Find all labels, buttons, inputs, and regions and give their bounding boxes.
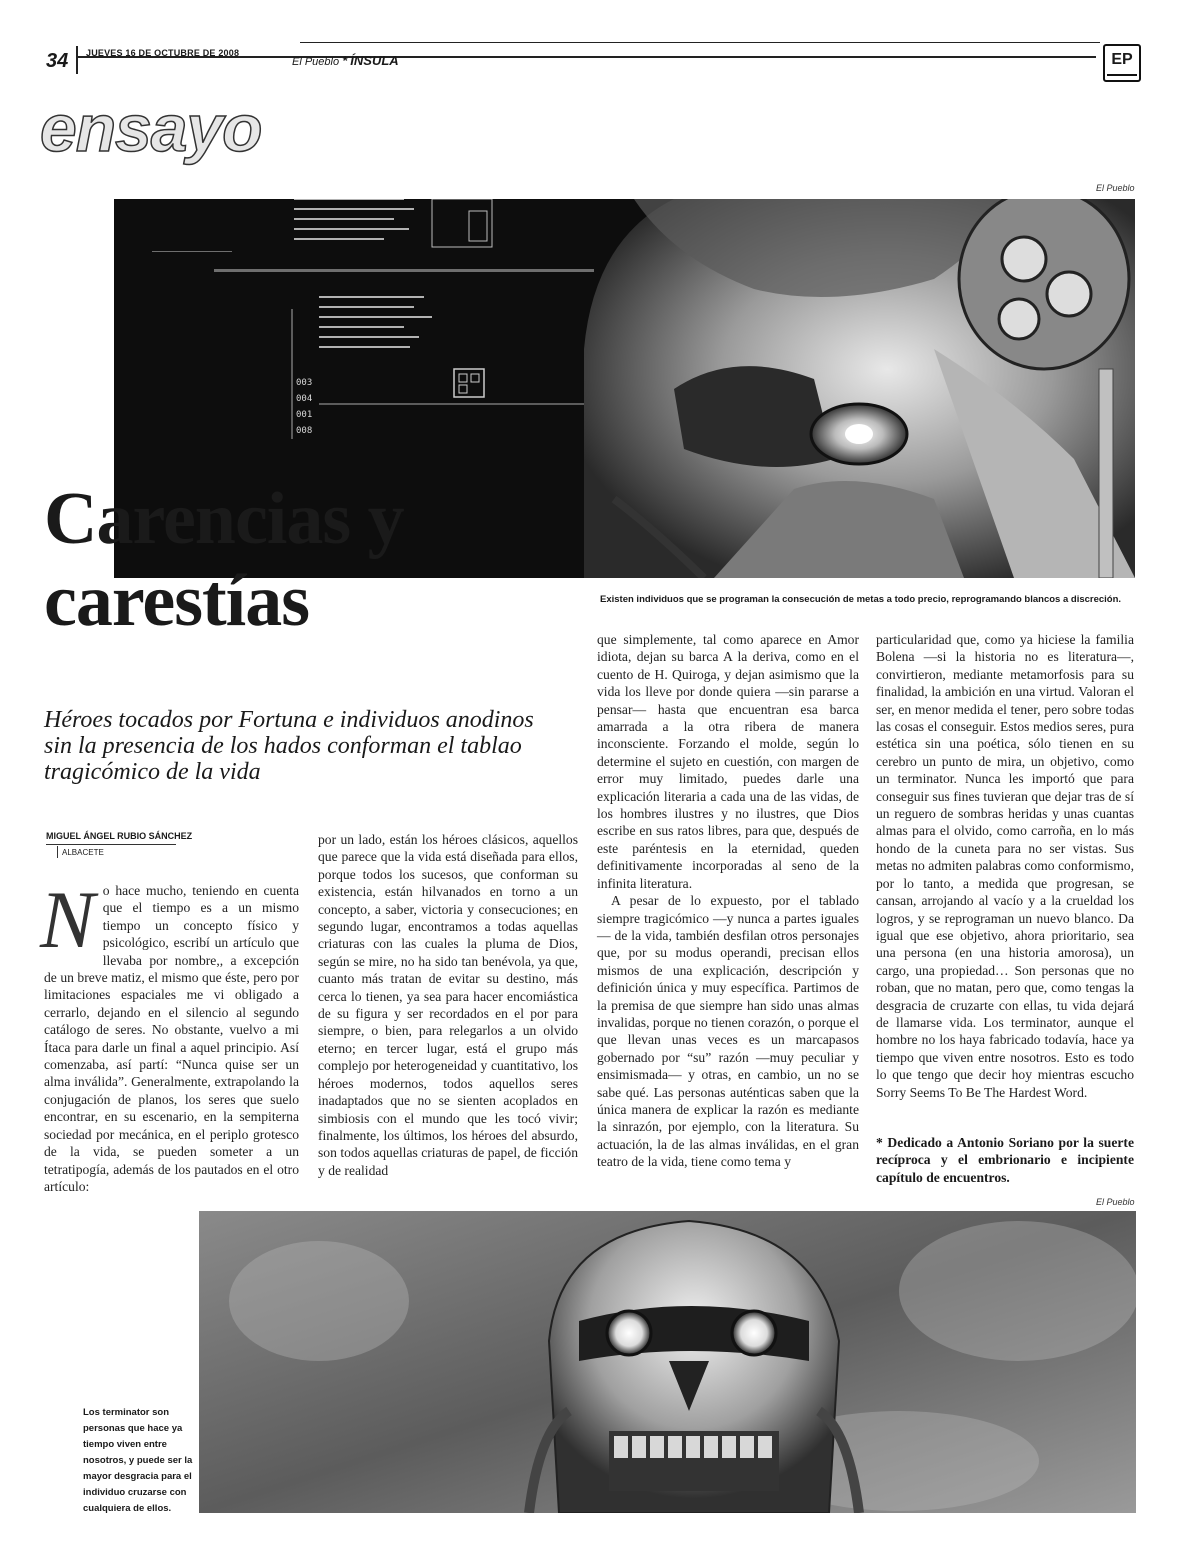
- paragraph: por un lado, están los héroes clásicos, aquellos que parece que la vida está diseñada para ellos, porque todos los sucesos, que conforman su existencia, están hilvanados en torno a un concepto, a saber, victoria y consecuciones; en segundo lugar, encontramos a todas aquellas criaturas con las cuales la pluma de Dios, según se mire, no ha sido tan benévola, ya que, cuanto más tratan de evitar su destino, más cerca lo tienen, ya sea para hacer encomiástica de su figura y ser recordados en el por para siempre, o bien, para relegarlos a un olvido eterno; en tercer lugar, está el grupo más complejo por heterogeneidad y cuantitativo, los héroes modernos, todos aquellos seres inadaptados que no se sienten acoplados en simbiosis con el mundo que les tocó vivir; finalmente, los últimos, los héroes del absurdo, son todos aquellas criaturas de papel, de ficción y de realidad: [318, 832, 578, 1178]
- byline-divider: [57, 846, 58, 858]
- article-column-3: [597, 631, 859, 1171]
- article-subtitle: Héroes tocados por Fortuna e individuos anodinos sin la presencia de los hados conforman el tablao tragicómico de la vida: [44, 707, 534, 785]
- article-column-1: [40, 874, 299, 1195]
- masthead: [292, 53, 399, 68]
- masthead-star: *: [342, 53, 348, 68]
- photo-caption-top: Existen individuos que se programan la consecución de metas a todo precio, reprogramando blancos a discreción.: [600, 594, 1122, 605]
- hud-label-001: 001: [296, 410, 313, 420]
- issue-date: JUEVES 16 DE OCTUBRE DE 2008: [86, 48, 240, 58]
- header-top-rule: [300, 42, 1100, 43]
- terminator-photo-bottom: [199, 1211, 1136, 1513]
- hud-label-003: 003: [296, 378, 313, 388]
- photo-credit: El Pueblo: [1096, 1197, 1135, 1207]
- terminator-photo-bottom-image: [199, 1211, 1136, 1513]
- drop-cap: N: [40, 874, 95, 965]
- photo-credit: El Pueblo: [1096, 183, 1135, 193]
- paragraph: A pesar de lo expuesto, por el tablado siempre tragicómico —y nunca a partes iguales— de la vida, también desfilan otros personajes que, por su modus operandi, precisan ellos mismos de una explicación, descripción y definición única y muy específica. Partimos de la premisa de que siempre han sido unas almas invalidas, porque no tienen corazón, o porque el que llevan unas veces es un marcapasos gobernado por “su” razón —muy peculiar y ensimismada— y otras, en cambio, un no se sabe qué. Las personas auténticas saben que la única manera de explicar la razón es mediante la sinrazón, por ejemplo, con la literatura. Su actuación, la de las almas inválidas, en el gran teatro de la vida, tiene como tema y: [597, 893, 859, 1170]
- byline-rule: [46, 844, 176, 845]
- page-number: 34: [46, 50, 69, 72]
- article-column-4: [876, 631, 1134, 1101]
- ep-logo: EP: [1103, 44, 1141, 82]
- paragraph: particularidad que, como ya hiciese la familia Bolena —si la historia no es literatura—, convirtieron, mediante metamorfosis para su finalidad, la ambición en una virtud. Valoran el ser, en menor medida el tener, pero sobre todas las cosas el conseguir. Estos medios seres, pura estética sin una poética, sólo tienen en su cerebro un punto de mira, un objetivo, como un terminator. Nunca les importó que para conseguir sus fines tuvieran que dejar tras de sí un reguero de sombras heridas y unas cuantas almas para el olvido, como carroña, en lo más hondo de la cuneta para no ser vistas. Sus metas no admiten palabras como conformismo, por lo tanto, a medida que progresan, se cansan, arrojando al vacío y a la crueldad los logros, y se reprograman un nuevo blanco. Da igual que ese objetivo, ahora prioritario, sea una persona (en una historia amorosa), un cargo, una propiedad… Son personas que no roban, que no matan, pero que, como tengas la desgracia de cruzarte con ellas, tu vida dejará de llamarse vida. Los terminator, aunque el hombre no los haya fabricado todavía, hace ya tiempo que viven entre nosotros. Esto es todo lo que tengo que decir hoy mientras escucho Sorry Seems To Be The Hardest Word.: [876, 632, 1134, 1100]
- dedication-note: * Dedicado a Antonio Soriano por la suerte recíproca y el embrionario e incipiente capítulo de encuentros.: [876, 1135, 1134, 1185]
- author-location: ALBACETE: [62, 848, 104, 857]
- hud-label-004: 004: [296, 394, 313, 404]
- article-title: [44, 478, 584, 642]
- paragraph: o hace mucho, teniendo en cuenta que el tiempo es a un mismo tiempo un concepto físico y psicológico, escribí un artículo que llevaba por nombre,, a excepción de un breve matiz, el mismo que éste, pero por limitaciones espaciales me vi obligado a cerrarlo, dejando en el silencio al segundo catálogo de seres. No obstante, vuelvo a mi Ítaca para darle un final a aquel principio. Así comenzaba, así partí: “Nunca quise ser un alma inválida”. Generalmente, extrapolando la conjugación de planos, los seres que suelo encontrar, en su escenario, en la sempiterna sociedad por mecánica, en el periplo grotesco de la vida, se pueden someter a un tetratipogía, además de los pautados en el otro artículo:: [44, 883, 299, 1194]
- title-line-2: carestías: [44, 560, 309, 642]
- section-title: ensayo: [40, 91, 262, 165]
- photo-caption-bottom: Los terminator son personas que hace ya tiempo viven entre nosotros, y puede ser la mayor desgracia para el individuo cruzarse con cualquiera de ellos.: [83, 1407, 193, 1514]
- publication-name: El Pueblo: [292, 56, 340, 68]
- author-byline: MIGUEL ÁNGEL RUBIO SÁNCHEZ: [46, 831, 193, 841]
- paragraph: que simplemente, tal como aparece en Amor idiota, dejan su barca A la deriva, como en el cuento de H. Quiroga, y dejan asimismo que la vida los lleve por donde quiera —sin pararse a pensar— hasta que encuentran esa barca amarrada a la otra ribera de manera inconsciente. Forzando el molde, según lo determine el sujeto en cuestión, con margen de error muy limitado, puedes darle una explicación literaria a cada una de las vidas, de los hombres ilustres y no ilustres, que Dios escribe en sus ratos libres, para que, después de este paréntesis en la eternidad, queden definitivamente incorporadas al seno de la infinita literatura.: [597, 632, 859, 891]
- supplement-name: ÍNSULA: [350, 53, 399, 68]
- header-divider: [76, 46, 78, 74]
- title-line-1: Carencias y: [44, 478, 404, 560]
- article-column-2: [318, 831, 578, 1179]
- hud-label-008: 008: [296, 426, 313, 436]
